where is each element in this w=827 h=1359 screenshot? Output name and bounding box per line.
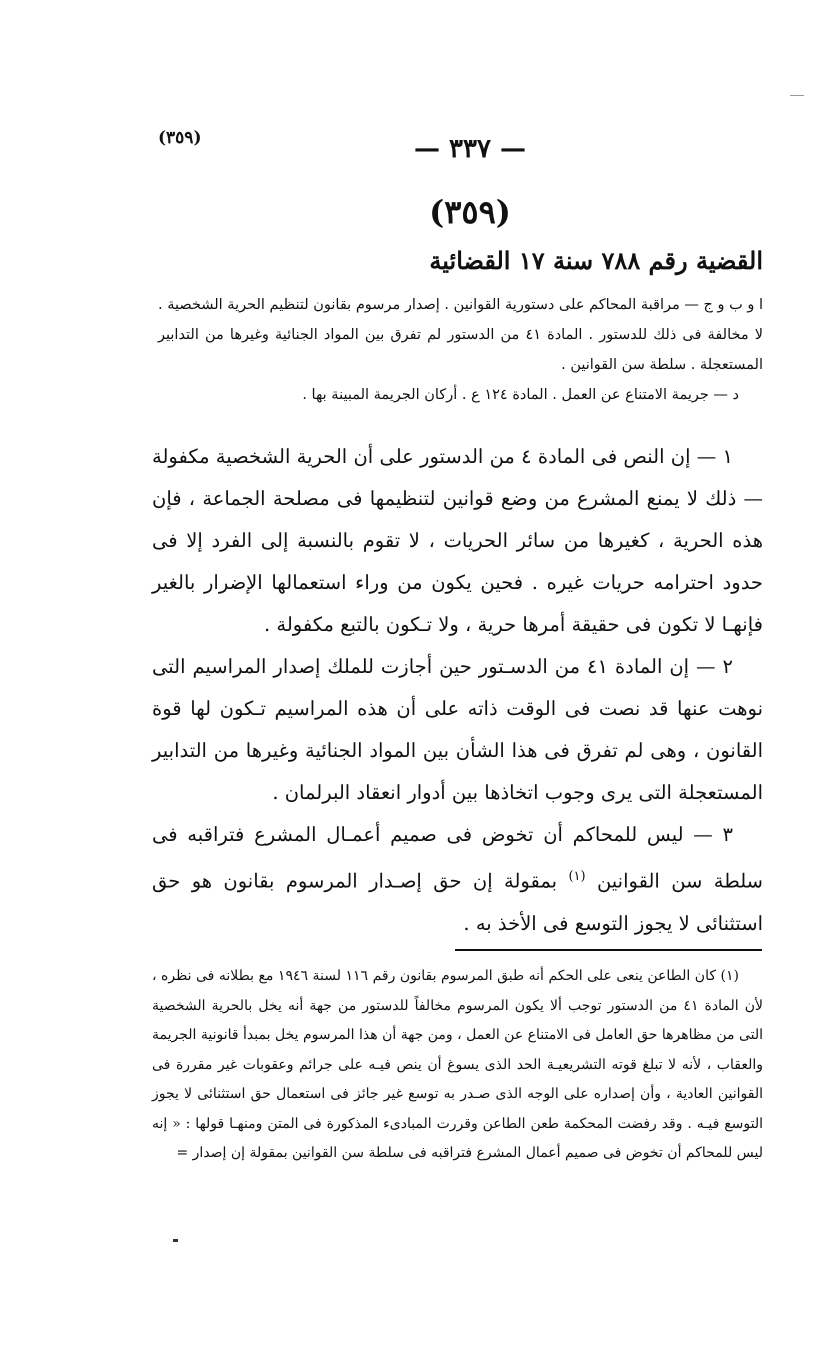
page-number: — ٣٣٧ — [413, 134, 527, 164]
scan-mark [790, 95, 804, 96]
summary-item-2: د — جريمة الامتناع عن العمل . المادة ١٢٤ ع . أركان الجريمة المبينة بها . [302, 387, 739, 403]
case-summary [158, 290, 763, 410]
principle-3 [152, 814, 763, 945]
principle-2: ٢ — إن المادة ٤١ من الدسـتور حين أجازت للملك إصدار المراسيم التى نوهت عنها قد نصت فى الوقت ذاته على أن هذه المراسيم تـكون لها قوة القانون ، وهى لم تفرق فى هذا الشأن بين المواد الجنائية وغيرها من التدابير المستعجلة التى يرى وجوب اتخاذها بين أدوار انعقاد البرلمان . [152, 655, 763, 804]
case-title: القضية رقم ٧٨٨ سنة ١٧ القضائية [429, 246, 763, 275]
footnotes [152, 962, 763, 1169]
principle-3-text-b: بمقولة إن حق إصـدار المرسوم بقانون هو حق استثنائى لا يجوز التوسع فى الأخذ به . [152, 869, 763, 935]
footnote-separator [455, 949, 762, 951]
running-case-reference: (٣٥٩) [158, 128, 202, 148]
principle-1: ١ — إن النص فى المادة ٤ من الدستور على أن الحرية الشخصية مكفولة — ذلك لا يمنع المشرع من وضع قوانين لتنظيمها فى مصلحة الجماعة ، فإن هذه الحرية ، كغيرها من سائر الحريات ، لا تقوم بالنسبة إلى الفرد إلا فى حدود احترامه حريات غيره . فحين يكون من وراء استعمالها الإضرار بالغير فإنهـا لا تكون فى حقيقة أمرها حرية ، ولا تـكون بالتبع مكفولة . [152, 445, 763, 636]
summary-item-1: ا و ب و ج — مراقبة المحاكم على دستورية القوانين . إصدار مرسوم بقانون لتنظيم الحرية الشخصية . لا مخالفة فى ذلك للدستور . المادة ٤١ من الدستور لم تفرق بين المواد الجنائية وغيرها من التدابير المستعجلة . سلطة سن القوانين . [158, 297, 764, 373]
legal-principles [152, 436, 763, 945]
footnote-reference: (١) [568, 869, 586, 884]
footnote-1: (١) كان الطاعن ينعى على الحكم أنه طبق المرسوم بقانون رقم ١١٦ لسنة ١٩٤٦ مع بطلانه فى نظره ، لأن المادة ٤١ من الدستور توجب ألا يكون المرسوم مخالفاً للدستور من جهة أنه يخل بالحرية الشخصية التى من مظاهرها حق العامل فى الامتناع عن العمل ، ومن جهة أن هذا المرسوم يخل بمبدأ قانونية الجريمة والعقاب ، لأنه لا تبلغ قوته التشريعيـة الحد الذى يسوغ أن ينص فيـه على جرائم وعقوبات غير مقررة فى القوانين العادية ، وأن إصداره على الوجه الذى صـدر به توسع غير جائز فى استعمال حق استثنائى لا يجوز التوسع فيـه . وقد رفضت المحكمة طعن الطاعن وقررت المبادىء المذكورة فى المتن ومنهـا قولها : « إنه ليس للمحاكم أن تخوض فى صميم أعمال المشرع فتراقبه فى سلطة سن القوانين بمقولة إن إصدار = [152, 968, 764, 1161]
case-number-heading: (٣٥٩) [429, 193, 511, 231]
scan-speck [173, 1239, 178, 1242]
principle-3-text-a: ٣ — ليس للمحاكم أن تخوض فى صميم أعمـال المشرع فتراقبه فى سلطة سن القوانين [152, 823, 763, 893]
